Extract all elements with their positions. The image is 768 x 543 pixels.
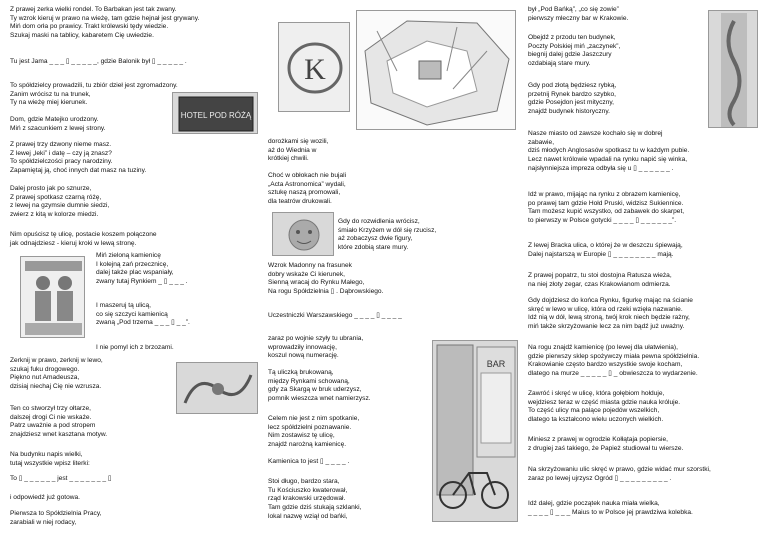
- stanza-acta: Choć w obłokach nie bujali „Acta Astronomica” wydali, sztukę naszą promowali, dla teatrów drukowali.: [268, 172, 347, 206]
- bar-sign-text: BAR: [486, 359, 506, 369]
- stanza-spoldzielnia-pracy: Pierwsza to Spółdzielnia Pracy, zarabiali w niej rodacy,: [10, 510, 102, 526]
- riddle-budynek: To ▯ _ _ _ _ _ _ jest _ _ _ _ _ _ _ ▯: [10, 475, 112, 482]
- ornament-icon: [177, 363, 258, 414]
- stanza-dzwony: Z prawej trzy dzwony nieme masz. Z lewej „leki” i datę – czy ją znasz? To spółdzielczości pracy narodziny. Zapamiętaj ją, choć innych dat masz na tuziny.: [10, 141, 147, 175]
- stanza-madonna: Wzrok Madonny na frasunek dobry wskaże Ci kierunek, Sienną wracaj do Rynku Małego, Na rogu Spółdzielnia ▯ . Dąbrowskiego.: [268, 262, 384, 296]
- stanza-zabawa: Nasze miasto od zawsze kochało się w dobrej zabawie, dziś młodych Anglosasów spotkasz tu w każdym pubie. Lecz nawet królowie wpadali na rynku napić się winka, najsłynniejsza impreza odbyła się u ▯ _ _ _ _ _ _ .: [528, 130, 690, 172]
- milk-bar-photo: [432, 340, 518, 522]
- stanza-ratusz: Z prawej popatrz, tu stoi dostojna Ratusza wieża, na niej złoty zegar, czas Krakowianom odmierza.: [528, 272, 672, 288]
- stanza-pod-trzema: I maszeruj tą ulicą, co się szczyci kamienicą zwaną „Pod trzema _ _ _ ▯ _ _”.: [96, 302, 190, 327]
- column-3: [528, 0, 764, 543]
- stanza-rozwidlenie: Gdy do rozwidlenia wrócisz, śmiało Krzyżem w dół się rzucisz, aż zobaczysz dwie figury, które zdobią stare mury.: [338, 218, 437, 252]
- riddle-jama: Tu jest Jama _ _ _ ▯ _ _ _ _ _, gdzie Balonik był ▯ _ _ _ _ _ .: [10, 58, 187, 65]
- stanza-postacie: Nim opuścisz tę ulicę, postacie koszem połączone jak odnajdziesz - kieruj kroki w lewą stronę.: [10, 231, 157, 247]
- atlas-figures-photo: [20, 256, 85, 338]
- stanza-brzozy: I nie pomyl ich z brzozami.: [96, 344, 174, 351]
- riddle-collegium: Idź dalej, gdzie początek nauka miała wielka, _ _ _ _ ▯ _ _ _ Maius to w Polsce jej prawdziwa kolebka.: [528, 500, 693, 516]
- map-icon: [357, 11, 516, 130]
- stanza-odpowiedz: i odpowiedź już gotowa.: [10, 494, 81, 501]
- stanza-roza: Dalej prosto jak po sznurze, Z prawej spotkasz czarną różę, z lewej na gzymsie dumnie siedzi, zwierz z kitą w kolorze miedzi.: [10, 185, 110, 219]
- column-2: [268, 0, 520, 543]
- column-1: [10, 0, 260, 543]
- riddle-kamienica: Kamienica to jest ▯ _ _ _ _ .: [268, 458, 350, 465]
- bicycle-storefront-icon: [433, 341, 518, 522]
- stanza-stara: Stoi długo, bardzo stara, Tu Kościuszko kwaterował, rząd krakowski urzędował. Tam gdzie dziś stukają szklanki, lokal nazwę wziął od bańki,: [268, 478, 362, 520]
- riddle-warszawskiego: Uczestniczki Warszawskiego _ _ _ _ ▯ _ _ _ _: [268, 312, 402, 319]
- hotel-sign-text: HOTEL POD RÓŻĄ: [180, 111, 252, 120]
- statue-icon: [21, 257, 85, 338]
- lizard-relief-icon: [709, 11, 758, 128]
- logo-k-photo: [278, 22, 350, 112]
- stanza-oltarze: Ten co stworzył trzy ołtarze, dalszej drogi Ci nie wskaże. Patrz uważnie a pod stropem znajdziesz wnet kasztana motyw.: [10, 405, 108, 439]
- stanza-golebia: Zawróć i skręć w ulicę, która gołębiom hołduje, wejdziesz teraz w część miasta gdzie nauka króluje. To część ulicy ma palące pojedów wszelkich, dlatego ta kształcono wielu uczonych wielkich.: [528, 390, 681, 424]
- stanza-spoldzielcy: To spółdzielcy prowadzili, tu zbiór dzieł jest zgromadzony. Zanim wrócisz tu na trunek, Ty na wieżę miej kierunek.: [10, 82, 178, 107]
- stanza-matejko: Dom, gdzie Matejko urodzony. Miń z szacunkiem z lewej strony.: [10, 116, 106, 132]
- stanza-koniec-rynku: Gdy dojdziesz do końca Rynku, figurkę mając na ścianie skręć w lewo w ulicę, która od rzeki wzięła nazwanie. Idź nią w dół, lewą stroną, twój krok niech będzie rażny, miń także skrzyżowanie lecz za nim bądź już uważny.: [528, 297, 693, 331]
- stanza-uliczka: Tą uliczką brukowaną, między Rynkami schowaną, gdy za Skargą w bruk uderzysz, pomnik wieszcza wnet namierzysz.: [268, 369, 371, 403]
- stanza-pod-banka: był „Pod Bańką”, „co się zowie” pierwszy mleczny bar w Krakowie.: [528, 6, 629, 22]
- mascaron-photo: [272, 212, 334, 256]
- stanza-sklep: Na rogu znajdź kamienicę (po lewej dla ułatwienia), gdzie pierwszy sklep spożywczy miała pewna spółdzielnia. Krakowianie często bardzo wszystkie swoje kocham, dlatego na murze _ _ _ _ _ ▯ _ obwieszcza to wydarzenie.: [528, 344, 700, 378]
- logo-letter: K: [304, 53, 326, 86]
- lizard-column-photo: [708, 10, 758, 128]
- city-map-photo: [356, 10, 516, 130]
- stanza-poczta: Obejdź z przodu ten budynek, Poczty Polskiej miń „zaczynek”, biegnij dalej gdzie Jaszczury ozdabiają stare mury.: [528, 34, 621, 68]
- face-relief-icon: [273, 213, 334, 256]
- stanza-rynek: Miń zieloną kamienicę I kolejną zań przecznicę, dalej także plac wspaniały, zwany tutaj Rynkiem _ ▯ _ _ _ .: [96, 252, 188, 286]
- hotel-sign-photo: [172, 92, 258, 134]
- hotel-sign-icon: [173, 93, 258, 134]
- k-logo-icon: [279, 23, 350, 112]
- stanza-znak: Zerknij w prawo, zerknij w lewo, szukaj fuku drogowego. Piękno nut Amadeusza, dzisiaj niechaj Cię nie wzrusza.: [10, 357, 103, 391]
- stanza-bracka: Z lewej Bracka ulica, o której że w deszczu śpiewają, Dalej najstarszą w Europie ▯ _ _ _ _ _ _ _ _ mają.: [528, 242, 683, 258]
- stanza-zlota-rybka: Gdy pod złotą będziesz rybką, przetnij Rynek bardzo szybko, gdzie Posejdon jest mityczny, znajdź budynek historyczny.: [528, 82, 617, 116]
- carved-ceiling-photo: [176, 362, 258, 414]
- stanza-dorozki: dorożkami się wozili, aż do Wiednia w krótkiej chwili.: [268, 138, 329, 163]
- stanza-barbakan: Z prawej zerka wielki rondel. To Barbakan jest tak zwany. Ty wzrok kieruj w prawo na wieżę, tam gdzie hejnał jest grywany. Miń dom orła po prawicy. Trakt królewski tędy wiedzie. Szukaj maski na tablicy, kabaretem Cię uwiedzie.: [10, 6, 200, 40]
- stanza-sukiennice: Idź w prawo, mijając na rynku z obrazem kamienicę, po prawej tam gdzie Hołd Pruski, widzisz Sukiennice. Tam możesz kupić wszystko, od zabawek do skarpet, to pierwszy w Polsce gotycki _ _ _ _ ▯ _ _ _ _ _ _”.: [528, 191, 685, 225]
- stanza-ubrania: zaraz po wojnie szyły tu ubrania, wprowadziły innowację, koszul nową numerację.: [268, 335, 364, 360]
- stanza-napis: Na budynku napis wielki, tutaj wszystkie wpisz literki:: [10, 451, 90, 467]
- riddle-ogrod: Na skrzyżowaniu ulic skręć w prawo, gdzie widać mur szorstki, zaraz po lewej ujrzysz Ogród ▯ _ _ _ _ _ _ _ _ _ .: [528, 466, 711, 482]
- stanza-spotkanie: Celem nie jest z nim spotkanie, lecz spółdzielni poznawanie. Nim zostawisz tę ulicę, znajdź narożną kamienicę.: [268, 415, 360, 449]
- stanza-kollataj: Miniesz z prawej w ogrodzie Kołłątaja popiersie, z drugiej zaś takiego, że Papież studiował tu wiersze.: [528, 436, 684, 452]
